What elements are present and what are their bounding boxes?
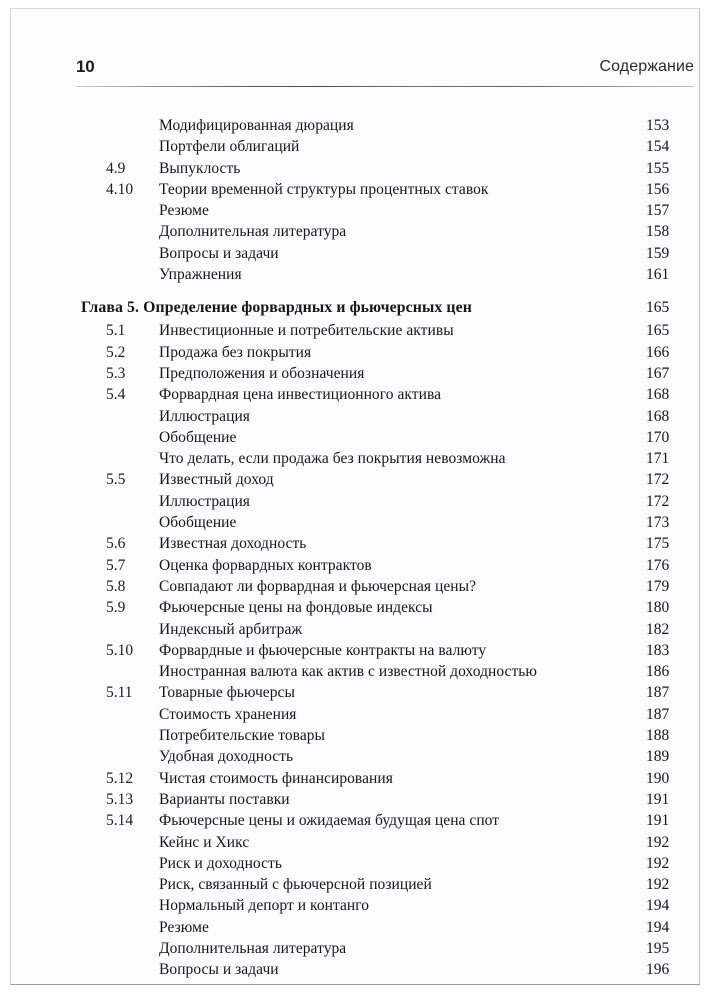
toc-page-number: 179 — [646, 577, 670, 595]
toc-entry-title: Резюме — [159, 918, 209, 936]
toc-entry-title: Форвардные и фьючерсные контракты на валюту — [159, 641, 487, 659]
toc-chapter-row — [76, 296, 696, 320]
toc-entry-row — [76, 158, 696, 179]
toc-page-number: 176 — [646, 556, 670, 574]
toc-page-number: 191 — [646, 812, 670, 830]
toc-entry-title: Вопросы и задачи — [159, 961, 279, 979]
toc-page-number: 165 — [646, 299, 670, 317]
toc-entry-row — [76, 832, 696, 853]
toc-entry-title: Иллюстрация — [159, 492, 250, 510]
toc-entry-row — [76, 221, 696, 242]
toc-page-number: 182 — [646, 620, 670, 638]
toc-entry-title: Оценка форвардных контрактов — [159, 556, 372, 574]
toc-entry-title: Известная доходность — [159, 535, 307, 553]
toc-entry-title: Модифицированная дюрация — [159, 117, 354, 134]
running-head — [76, 57, 694, 89]
toc-page-number: 195 — [646, 939, 670, 957]
toc-entry-row — [76, 746, 696, 767]
toc-entry-title: Обобщение — [159, 514, 237, 532]
toc-page-number: 196 — [646, 961, 670, 979]
toc-entry-title: Предположения и обозначения — [159, 364, 365, 382]
toc-page-number: 190 — [646, 769, 670, 787]
toc-entry-row — [76, 938, 696, 959]
toc-entry-row — [76, 661, 696, 682]
toc-section-number: 5.5 — [106, 471, 126, 489]
toc-section-number: 5.13 — [106, 790, 134, 808]
toc-entry-row — [76, 810, 696, 831]
toc-page-number: 194 — [646, 897, 670, 915]
toc-entry-row — [76, 264, 696, 285]
toc-entry-title: Известный доход — [159, 471, 274, 489]
toc-entry-row — [76, 469, 696, 490]
toc-page-number: 158 — [646, 223, 670, 241]
toc-entry-title: Удобная доходность — [159, 748, 294, 766]
toc-entry-title: Варианты поставки — [159, 790, 290, 808]
toc-entry-title: Вопросы и задачи — [159, 244, 279, 262]
toc-page-number: 194 — [646, 918, 670, 936]
toc-entry-row — [76, 342, 696, 363]
toc-entry-row — [76, 682, 696, 703]
toc-entry-row — [76, 363, 696, 384]
toc-entry-row — [76, 895, 696, 916]
toc-entry-title: Иллюстрация — [159, 407, 250, 425]
toc-entry-title: Индексный арбитраж — [159, 620, 303, 638]
toc-entry-row — [76, 576, 696, 597]
toc-page-number: 165 — [646, 322, 670, 340]
toc-section-number: 5.6 — [106, 535, 126, 553]
toc-entry-title: Обобщение — [159, 428, 237, 446]
toc-page-number: 187 — [646, 705, 670, 723]
toc-page-number: 173 — [646, 514, 670, 532]
toc-entry-title: Иностранная валюта как актив с известной доходностью — [159, 663, 538, 681]
toc-page-number: 170 — [646, 428, 670, 446]
toc-page-number: 192 — [646, 833, 670, 851]
toc-entry-title: Портфели облигаций — [159, 138, 300, 156]
toc-entry-row — [76, 959, 696, 980]
toc-page-number: 157 — [646, 202, 670, 220]
toc-entry-title: Дополнительная литература — [159, 223, 347, 241]
toc-page-number: 168 — [646, 407, 670, 425]
toc-page-number: 153 — [646, 117, 670, 134]
toc-entry-row — [76, 115, 696, 136]
toc-entry-row — [76, 640, 696, 661]
toc-entry-title: Инвестиционные и потребительские активы — [159, 322, 454, 340]
toc-entry-row — [76, 768, 696, 789]
toc-entry-row — [76, 243, 696, 264]
toc-page-number: 192 — [646, 854, 670, 872]
toc-section-number: 5.7 — [106, 556, 126, 574]
toc-entry-row — [76, 619, 696, 640]
running-head-title: Содержание — [599, 58, 694, 75]
toc-entry-title: Кейнс и Хикс — [159, 833, 250, 851]
toc-page-number: 187 — [646, 684, 670, 702]
toc-entry-row — [76, 384, 696, 405]
toc-entry-title: Фьючерсные цены и ожидаемая будущая цена спот — [159, 812, 500, 830]
toc-page-number: 183 — [646, 641, 670, 659]
toc-entry-row — [76, 597, 696, 618]
toc-section-number: 5.10 — [106, 641, 134, 659]
toc-section-number: 5.4 — [106, 386, 126, 404]
toc-section-number: 4.9 — [106, 159, 126, 177]
toc-section-number: 5.1 — [106, 322, 126, 340]
toc-entry-title: Фьючерсные цены на фондовые индексы — [159, 599, 433, 617]
toc-entry-row — [76, 448, 696, 469]
toc-entry-title: Совпадают ли форвардная и фьючерсная цены? — [159, 577, 477, 595]
toc-entry-row — [76, 917, 696, 938]
scanned-page-sheet — [10, 8, 700, 985]
toc-page-number: 161 — [646, 266, 670, 284]
toc-page-number: 192 — [646, 876, 670, 894]
toc-section-number: 5.14 — [106, 812, 134, 830]
toc-chapter-title: Глава 5. Определение форвардных и фьючерсных цен — [81, 299, 472, 317]
toc-entry-row — [76, 725, 696, 746]
toc-entry-title: Чистая стоимость финансирования — [159, 769, 393, 787]
toc-section-number: 5.2 — [106, 343, 126, 361]
toc-entry-row — [76, 704, 696, 725]
toc-entry-title: Продажа без покрытия — [159, 343, 312, 361]
toc-page-number: 167 — [646, 364, 670, 382]
toc-section-number: 5.11 — [106, 684, 133, 702]
table-of-contents — [76, 115, 696, 981]
toc-entry-row — [76, 555, 696, 576]
toc-section-number: 5.3 — [106, 364, 126, 382]
toc-entry-title: Резюме — [159, 202, 209, 220]
toc-page-number: 186 — [646, 663, 670, 681]
toc-entry-title: Риск и доходность — [159, 854, 282, 872]
toc-entry-row — [76, 427, 696, 448]
toc-entry-row — [76, 853, 696, 874]
toc-page-number: 159 — [646, 244, 670, 262]
toc-entry-title: Упражнения — [159, 266, 242, 284]
toc-page-number: 154 — [646, 138, 670, 156]
toc-entry-title: Товарные фьючерсы — [159, 684, 295, 702]
toc-page-number: 172 — [646, 471, 670, 489]
toc-entry-title: Нормальный депорт и контанго — [159, 897, 370, 915]
toc-entry-row — [76, 200, 696, 221]
toc-page-number: 155 — [646, 159, 670, 177]
toc-page-number: 189 — [646, 748, 670, 766]
toc-section-number: 5.9 — [106, 599, 126, 617]
toc-page-number: 175 — [646, 535, 670, 553]
toc-entry-title: Что делать, если продажа без покрытия невозможна — [159, 450, 506, 468]
toc-section-number: 5.12 — [106, 769, 134, 787]
toc-page-number: 156 — [646, 180, 670, 198]
toc-entry-row — [76, 136, 696, 157]
toc-page-number: 168 — [646, 386, 670, 404]
header-rule-divider — [76, 86, 694, 87]
toc-entry-row — [76, 320, 696, 341]
toc-entry-title: Форвардная цена инвестиционного актива — [159, 386, 442, 404]
toc-entry-row — [76, 789, 696, 810]
toc-page-number: 172 — [646, 492, 670, 510]
toc-section-number: 4.10 — [106, 180, 134, 198]
toc-entry-title: Выпуклость — [159, 159, 241, 177]
toc-page-number: 191 — [646, 790, 670, 808]
toc-page-number: 171 — [646, 450, 670, 468]
toc-entry-row — [76, 512, 696, 533]
toc-section-number: 5.8 — [106, 577, 126, 595]
toc-entry-title: Потребительские товары — [159, 727, 326, 745]
toc-page-number: 166 — [646, 343, 670, 361]
toc-entry-title: Дополнительная литература — [159, 939, 347, 957]
toc-entry-row — [76, 406, 696, 427]
toc-entry-title: Стоимость хранения — [159, 705, 297, 723]
toc-entry-title: Теории временной структуры процентных ставок — [159, 180, 489, 198]
toc-page-number: 188 — [646, 727, 670, 745]
toc-page-number: 180 — [646, 599, 670, 617]
toc-entry-row — [76, 491, 696, 512]
toc-entry-title: Риск, связанный с фьючерсной позицией — [159, 876, 432, 894]
toc-entry-row — [76, 874, 696, 895]
toc-entry-row — [76, 533, 696, 554]
page-folio-number: 10 — [76, 57, 95, 76]
toc-entry-row — [76, 179, 696, 200]
